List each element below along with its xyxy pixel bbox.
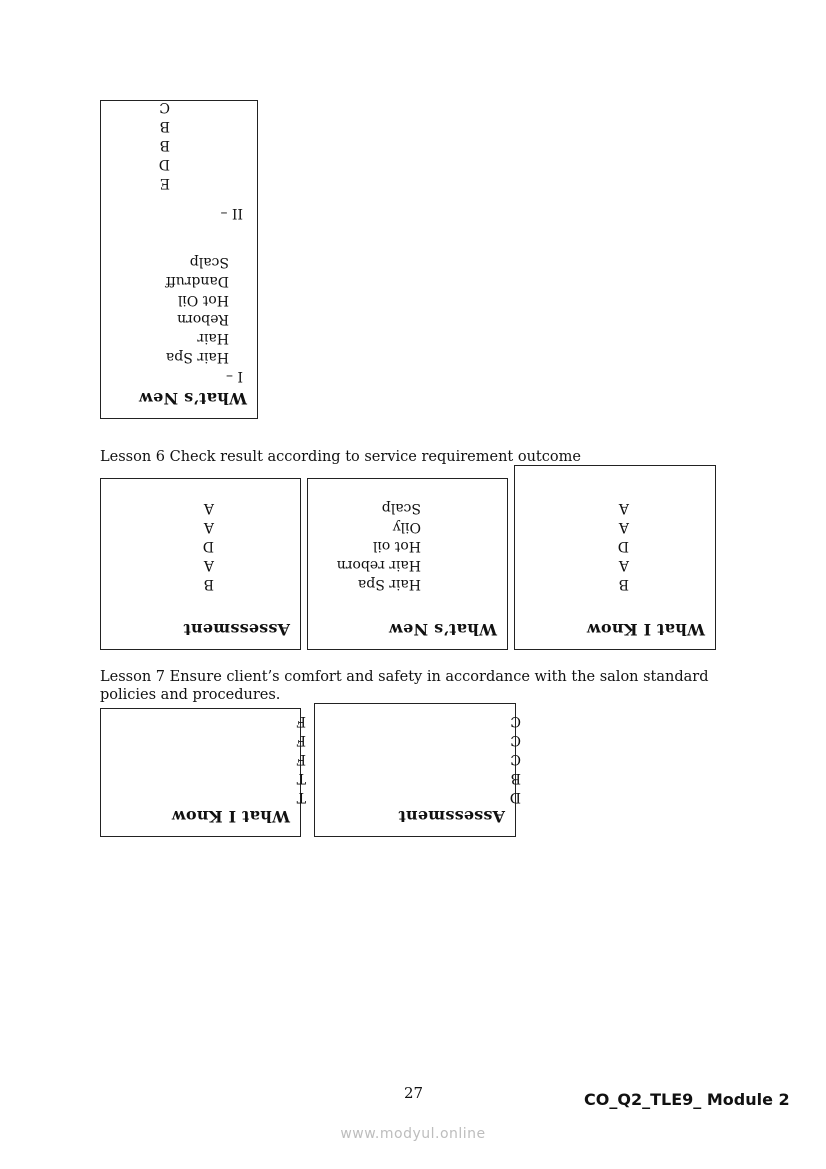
lesson6-what-i-know-box <box>514 465 716 650</box>
box-header: Assessment <box>398 807 505 826</box>
lesson6-whats-new-box <box>307 478 508 650</box>
answer-box-whats-new-top <box>100 100 258 419</box>
list-item: B <box>618 576 629 592</box>
list-item: Oily <box>392 519 421 535</box>
list-item: B <box>510 770 521 786</box>
answer-list <box>296 711 306 806</box>
list-item: T <box>296 770 306 786</box>
list-item: A <box>618 557 629 573</box>
list-item: C <box>510 732 521 748</box>
list-item: D <box>158 156 170 172</box>
list-item: A <box>203 500 214 516</box>
list-item: C <box>510 713 521 729</box>
box-header: What’s New <box>138 389 247 408</box>
module-code: CO_Q2_TLE9_ Module 2 <box>584 1090 790 1109</box>
list-item: Hair Spa <box>165 349 229 365</box>
list-item: Hair <box>197 330 229 346</box>
list-item: Reborn <box>177 311 229 327</box>
list-item: D <box>202 538 214 554</box>
box-header: Assessment <box>183 620 290 639</box>
answer-list <box>203 498 214 593</box>
answer-list <box>337 498 421 593</box>
lesson7-assessment-box <box>314 703 521 837</box>
list-item: F <box>296 751 306 767</box>
list-item: D <box>617 538 629 554</box>
watermark: www.modyul.online <box>340 1126 486 1142</box>
list-item: E <box>159 175 170 191</box>
list-item: F <box>296 732 306 748</box>
list-item: B <box>159 118 170 134</box>
lesson6-title: Lesson 6 Check result according to service requirement outcome <box>100 449 581 465</box>
answer-list <box>510 711 521 806</box>
list-item: A <box>618 519 629 535</box>
part2-label: II – <box>220 205 243 221</box>
lesson7-what-i-know-box <box>100 708 306 837</box>
list-item: T <box>296 789 306 805</box>
lesson6-assessment-box <box>100 478 301 650</box>
lesson7-title-line1: Lesson 7 Ensure client’s comfort and safety in accordance with the salon standard <box>100 669 709 685</box>
list-item: F <box>296 713 306 729</box>
list-item: Dandruff <box>165 273 229 289</box>
list-item: B <box>159 137 170 153</box>
part1-list <box>166 252 229 366</box>
list-item: Hair reborn <box>336 557 421 573</box>
part2-list <box>159 97 170 192</box>
box-header: What I Know <box>586 620 705 639</box>
page-number: 27 <box>404 1084 424 1102</box>
list-item: Scalp <box>381 500 421 516</box>
list-item: Hair Spa <box>357 576 421 592</box>
list-item: D <box>509 789 521 805</box>
part1-label: I – <box>226 368 243 384</box>
box-header: What’s New <box>388 620 497 639</box>
list-item: C <box>159 99 170 115</box>
list-item: Scalp <box>189 254 229 270</box>
list-item: A <box>618 500 629 516</box>
list-item: B <box>203 576 214 592</box>
list-item: A <box>203 557 214 573</box>
answer-list <box>618 498 629 593</box>
list-item: C <box>510 751 521 767</box>
list-item: Hot Oil <box>177 292 229 308</box>
lesson7-title-line2: policies and procedures. <box>100 687 281 703</box>
box-header: What I Know <box>171 807 290 826</box>
list-item: A <box>203 519 214 535</box>
list-item: Hot oil <box>372 538 421 554</box>
